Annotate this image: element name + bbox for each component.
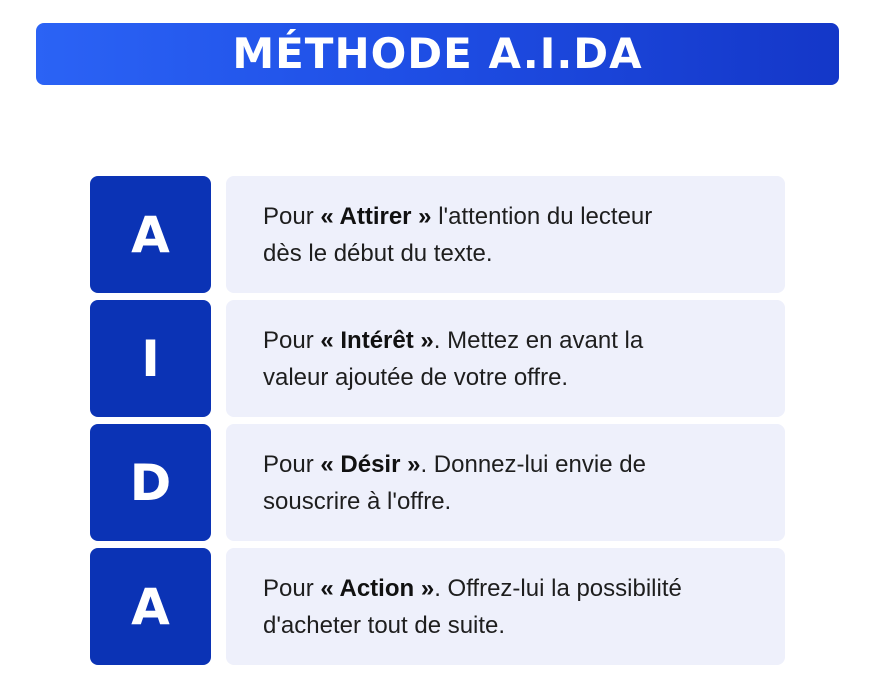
- step-text: . Donnez-lui envie de: [420, 450, 646, 478]
- step-text-line2: souscrire à l'offre.: [263, 487, 452, 515]
- step-description: [263, 446, 646, 520]
- step-text-line2: dès le début du texte.: [263, 239, 493, 267]
- step-letter: D: [129, 453, 172, 512]
- step-text: l'attention du lecteur: [431, 202, 653, 230]
- step-description: [263, 198, 652, 272]
- step-lead: Pour: [263, 326, 321, 354]
- step-letter-box: [90, 548, 211, 665]
- step-lead: Pour: [263, 574, 321, 602]
- step-action: [90, 548, 786, 665]
- step-attention: [90, 176, 786, 293]
- step-letter-box: [90, 424, 211, 541]
- step-description-box: [226, 176, 785, 293]
- step-text-line2: valeur ajoutée de votre offre.: [263, 363, 569, 391]
- step-text: . Offrez-lui la possibilité: [434, 574, 682, 602]
- step-description-box: [226, 300, 785, 417]
- step-text-line2: d'acheter tout de suite.: [263, 611, 506, 639]
- step-text: . Mettez en avant la: [433, 326, 644, 354]
- step-keyword: « Action »: [320, 574, 435, 602]
- step-keyword: « Attirer »: [320, 202, 432, 230]
- step-description-box: [226, 548, 785, 665]
- aida-steps: [90, 176, 786, 665]
- step-interest: [90, 300, 786, 417]
- step-lead: Pour: [263, 202, 321, 230]
- step-letter-box: [90, 176, 211, 293]
- step-desire: [90, 424, 786, 541]
- step-keyword: « Désir »: [320, 450, 421, 478]
- step-letter: I: [141, 329, 160, 388]
- step-lead: Pour: [263, 450, 321, 478]
- step-description-box: [226, 424, 785, 541]
- title-banner: [36, 23, 839, 85]
- step-description: [263, 570, 682, 644]
- step-letter: A: [131, 577, 170, 636]
- step-keyword: « Intérêt »: [320, 326, 434, 354]
- step-description: [263, 322, 643, 396]
- step-letter: A: [131, 205, 170, 264]
- step-letter-box: [90, 300, 211, 417]
- page-title: MÉTHODE A.I.DA: [232, 29, 643, 78]
